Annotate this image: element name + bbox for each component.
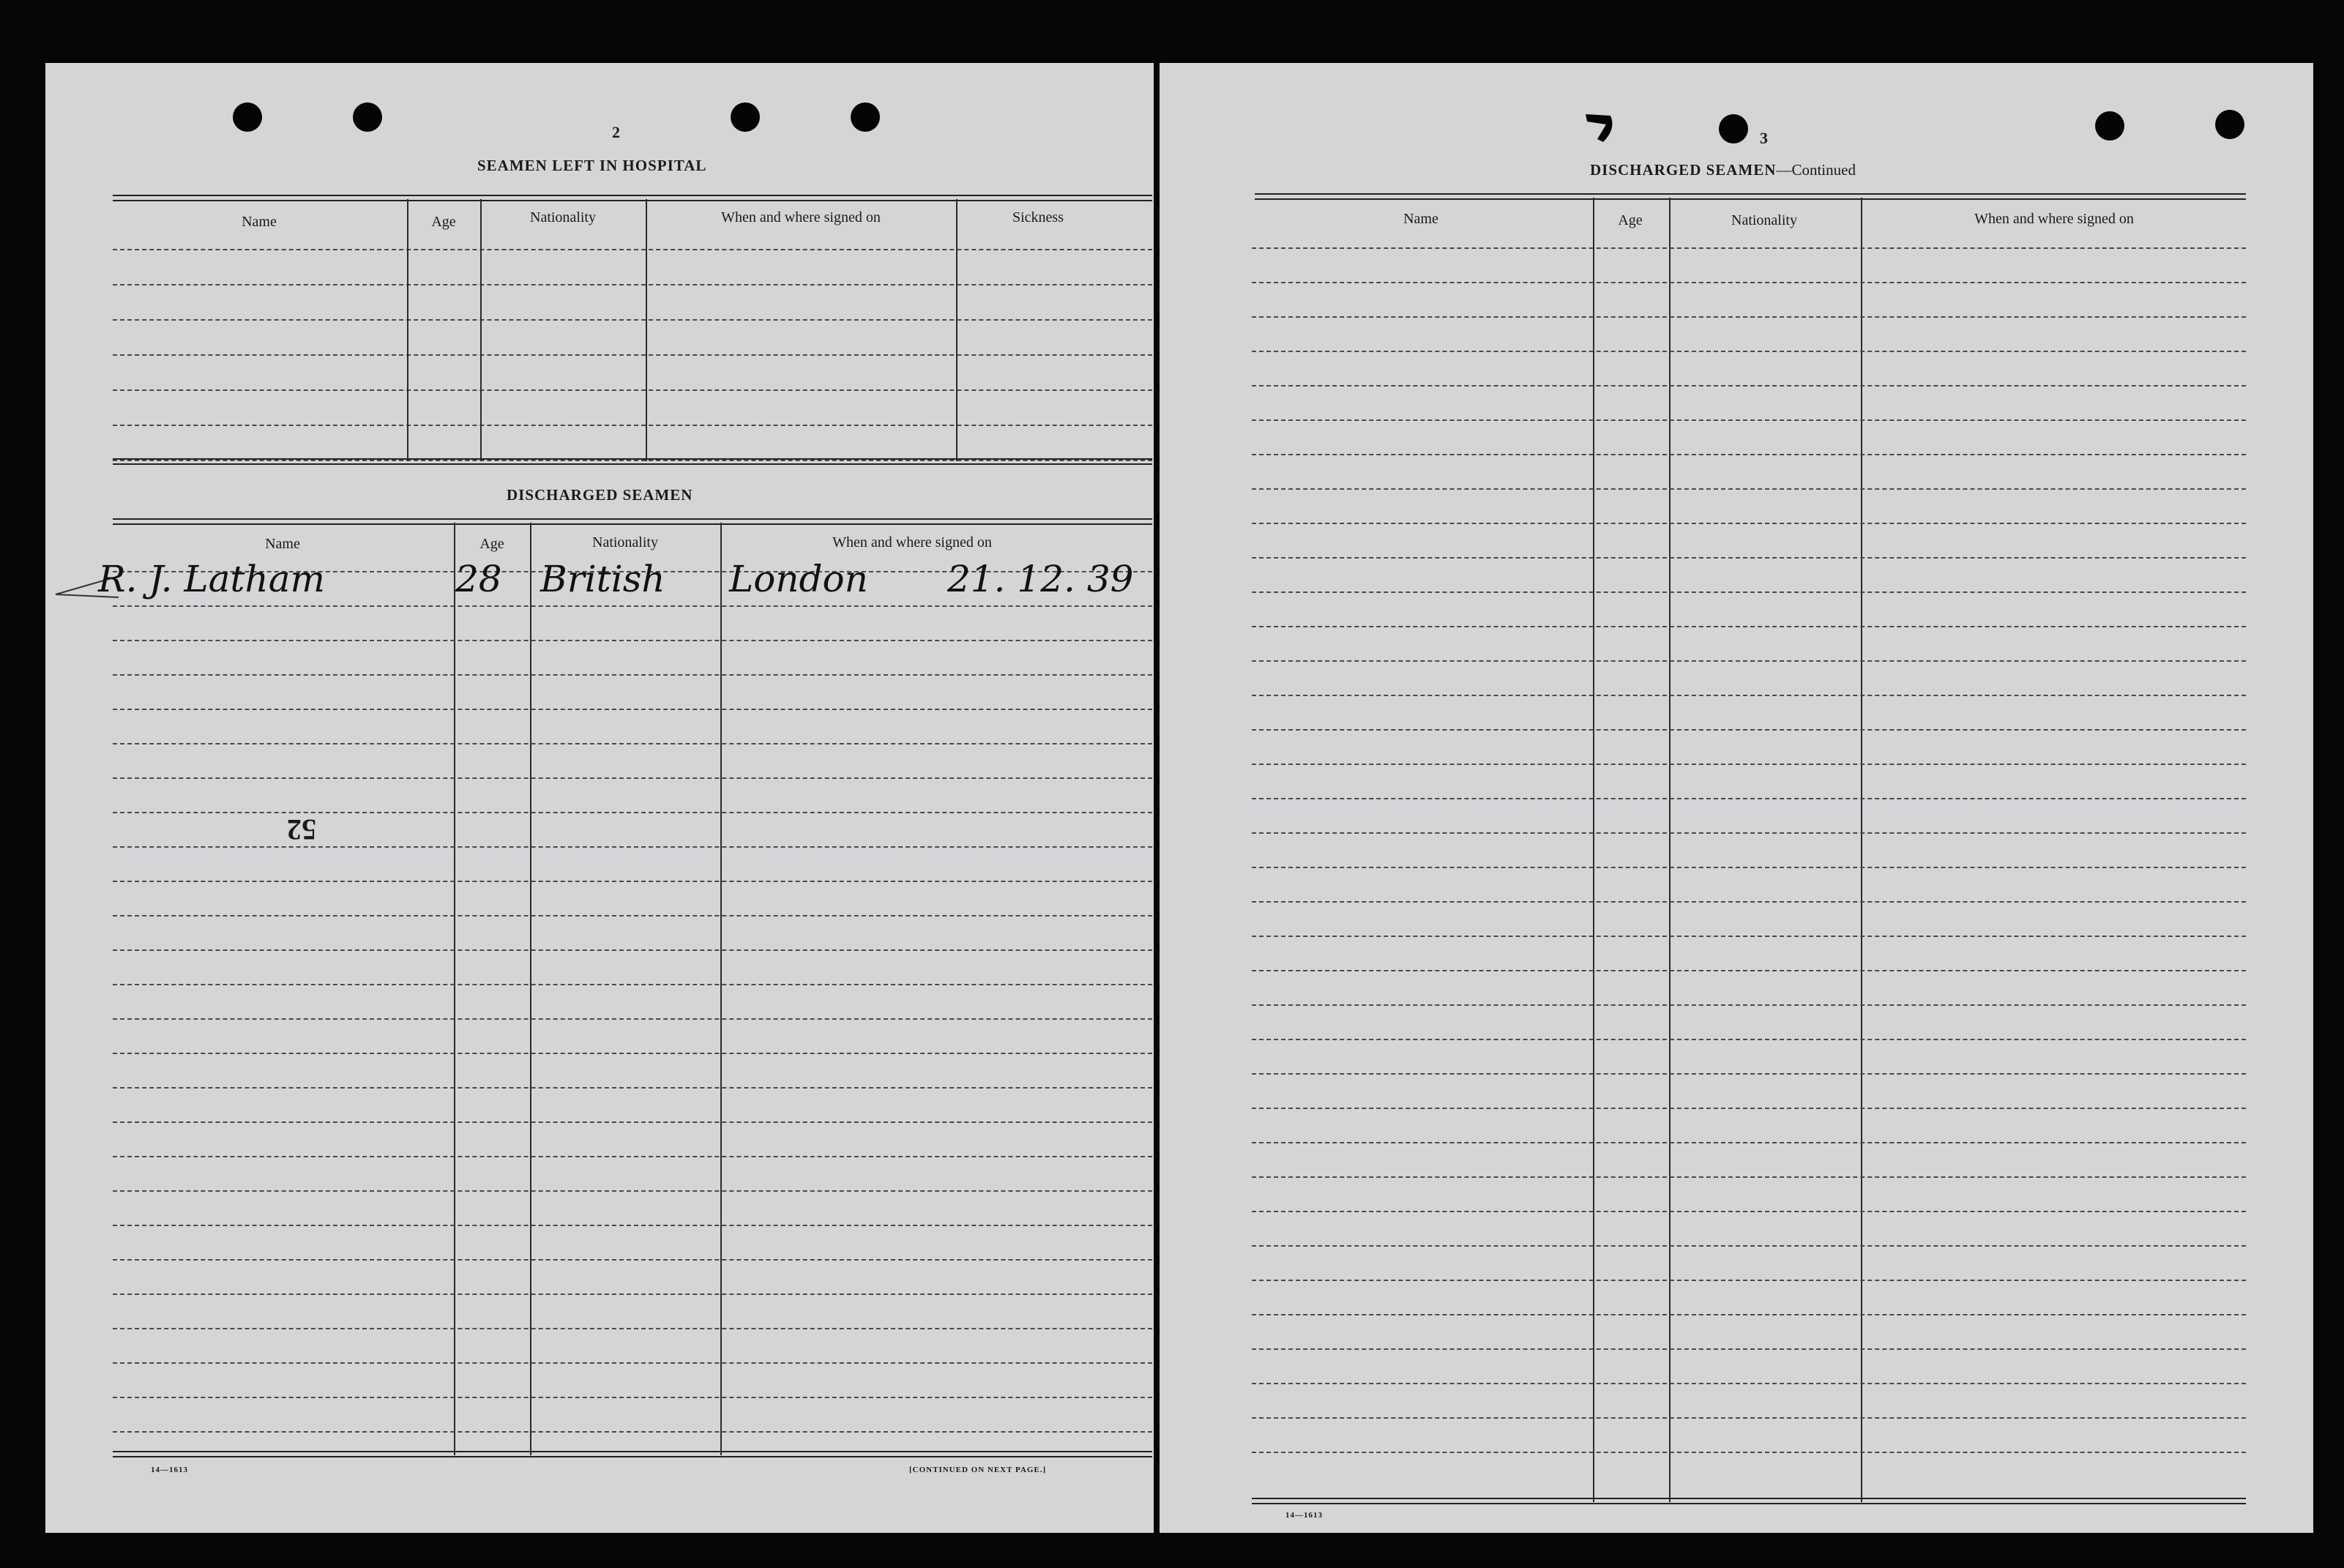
ruled-line [113, 915, 1152, 916]
ruled-line [113, 1053, 1152, 1054]
ruled-line [1252, 1004, 2246, 1006]
ruled-line [113, 1156, 1152, 1157]
ruled-line [1252, 523, 2246, 524]
title-suffix: —Continued [1776, 161, 1856, 179]
ruled-line [1252, 1176, 2246, 1178]
ruled-line [1252, 1142, 2246, 1143]
ruled-line [113, 1190, 1152, 1192]
col-header-age: Age [431, 214, 456, 230]
seaman-nationality: British [540, 558, 665, 600]
ruled-line [113, 777, 1152, 779]
discharged-section-title: DISCHARGED SEAMEN [507, 486, 693, 504]
punch-hole [2095, 111, 2124, 141]
ruled-line [113, 984, 1152, 985]
left-page [45, 63, 1154, 1533]
ruled-line [1252, 247, 2246, 249]
ruled-line [113, 1328, 1152, 1329]
ruled-line [1252, 351, 2246, 352]
punch-hole [1719, 114, 1748, 143]
table-bottom-rule [113, 458, 1152, 465]
ruled-line [113, 1121, 1152, 1123]
ruled-line [113, 605, 1152, 607]
table-top-rule [113, 518, 1152, 525]
page-number: 2 [612, 123, 620, 141]
punch-hole [731, 102, 760, 132]
col-header-nationality: Nationality [592, 534, 658, 550]
col-header-nationality: Nationality [530, 209, 596, 225]
seaman-name: R. J. Latham [98, 558, 325, 600]
col-header-nationality: Nationality [1731, 212, 1797, 228]
ruled-line [113, 949, 1152, 951]
ruled-line [1252, 419, 2246, 421]
ruled-line [1252, 695, 2246, 696]
ruled-line [1252, 867, 2246, 868]
table-bottom-rule [113, 1451, 1152, 1457]
col-header-age: Age [1618, 212, 1643, 228]
punch-hole [353, 102, 382, 132]
ruled-line [1252, 970, 2246, 971]
ruled-line [1252, 832, 2246, 834]
ruled-line [1252, 1245, 2246, 1247]
ruled-line [1252, 1280, 2246, 1281]
ruled-line [1252, 901, 2246, 903]
right-page [1160, 63, 2313, 1533]
ruled-line [113, 640, 1152, 641]
ruled-line [1252, 798, 2246, 799]
ruled-line [113, 674, 1152, 676]
stray-mark: 52 [287, 813, 316, 846]
col-header-signed-on: When and where signed on [1974, 211, 2134, 227]
ruled-line [1252, 1108, 2246, 1109]
ruled-line [113, 1259, 1152, 1261]
ruled-line [1252, 1073, 2246, 1075]
ruled-line [1252, 1211, 2246, 1212]
ruled-line [1252, 282, 2246, 283]
ruled-line [1252, 454, 2246, 455]
ruled-line [113, 743, 1152, 744]
ruled-line [1252, 488, 2246, 490]
col-header-name: Name [1403, 211, 1438, 227]
punch-hole [233, 102, 262, 132]
ruled-line [1252, 1039, 2246, 1040]
ruled-line [113, 709, 1152, 710]
ruled-line [1252, 729, 2246, 731]
ruled-line [113, 1362, 1152, 1364]
ruled-line [113, 812, 1152, 813]
signed-on-place: London [729, 558, 868, 600]
ruled-line [113, 1018, 1152, 1020]
ruled-line [1252, 936, 2246, 937]
ruled-line [1252, 1348, 2246, 1350]
page-number: 3 [1760, 129, 1768, 147]
ruled-line [1252, 591, 2246, 593]
ruled-line [113, 1293, 1152, 1295]
col-header-name: Name [242, 214, 277, 230]
ruled-line [113, 846, 1152, 848]
ruled-line [1252, 1383, 2246, 1384]
col-header-name: Name [265, 536, 300, 552]
ruled-line [113, 881, 1152, 882]
punch-hole [2215, 110, 2244, 139]
punch-hole [851, 102, 880, 132]
title-text: DISCHARGED SEAMEN [1590, 161, 1777, 179]
ruled-line [113, 1397, 1152, 1398]
ruled-line [1252, 1417, 2246, 1419]
ruled-line [1252, 660, 2246, 662]
col-header-age: Age [479, 536, 504, 552]
table-top-rule [1255, 193, 2246, 200]
ruled-line [1252, 764, 2246, 765]
table-bottom-rule [1252, 1498, 2246, 1504]
ruled-line [1252, 1314, 2246, 1315]
ruled-line [1252, 316, 2246, 318]
table-top-rule [113, 195, 1152, 201]
continued-note: [CONTINUED ON NEXT PAGE.] [909, 1466, 1047, 1474]
discharged-continued-title [1590, 161, 1856, 179]
ruled-line [113, 1087, 1152, 1089]
ruled-line [113, 1225, 1152, 1226]
form-number: 14—1613 [1285, 1511, 1323, 1520]
form-number: 14—1613 [151, 1466, 188, 1474]
seaman-age: 28 [455, 558, 502, 600]
hospital-section-title: SEAMEN LEFT IN HOSPITAL [477, 157, 707, 174]
ruled-line [1252, 557, 2246, 559]
ruled-line [1252, 626, 2246, 627]
ruled-line [113, 1431, 1152, 1433]
col-header-sickness: Sickness [1012, 209, 1064, 225]
col-header-signed-on: When and where signed on [832, 534, 992, 550]
punch-hole [1581, 111, 1618, 145]
col-header-signed-on: When and where signed on [721, 209, 881, 225]
signed-on-date: 21. 12. 39 [947, 558, 1134, 600]
ruled-line [1252, 385, 2246, 387]
ruled-line [1252, 1452, 2246, 1453]
